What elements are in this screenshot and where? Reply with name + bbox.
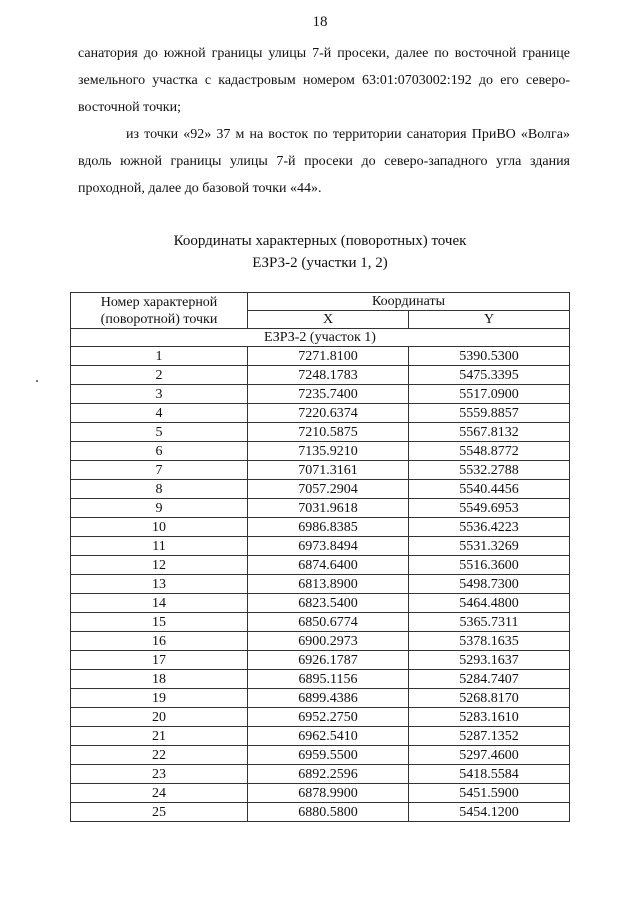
y-coordinate-cell: 5365.7311 xyxy=(409,613,570,632)
point-number-cell: 7 xyxy=(71,461,248,480)
y-coordinate-cell: 5516.3600 xyxy=(409,556,570,575)
x-coordinate-cell: 6823.5400 xyxy=(248,594,409,613)
header-coordinates: Координаты xyxy=(248,293,570,311)
x-coordinate-cell: 6926.1787 xyxy=(248,651,409,670)
point-number-cell: 19 xyxy=(71,689,248,708)
y-coordinate-cell: 5390.5300 xyxy=(409,347,570,366)
coordinates-table xyxy=(70,292,570,822)
caption-line-1: Координаты характерных (поворотных) точек xyxy=(173,233,467,249)
y-coordinate-cell: 5567.8132 xyxy=(409,423,570,442)
caption-line-2: ЕЗРЗ-2 (участки 1, 2) xyxy=(252,255,388,271)
point-number-cell: 1 xyxy=(71,347,248,366)
y-coordinate-cell: 5549.6953 xyxy=(409,499,570,518)
header-num-line-1: Номер характерной xyxy=(100,294,218,310)
point-number-cell: 4 xyxy=(71,404,248,423)
x-coordinate-cell: 7135.9210 xyxy=(248,442,409,461)
table-caption xyxy=(0,230,640,274)
y-coordinate-cell: 5464.4800 xyxy=(409,594,570,613)
x-coordinate-cell: 6874.6400 xyxy=(248,556,409,575)
y-coordinate-cell: 5454.1200 xyxy=(409,803,570,822)
y-coordinate-cell: 5498.7300 xyxy=(409,575,570,594)
point-number-cell: 2 xyxy=(71,366,248,385)
table-row xyxy=(71,575,570,594)
table-row xyxy=(71,746,570,765)
x-coordinate-cell: 6986.8385 xyxy=(248,518,409,537)
header-num-line-2: (поворотной) точки xyxy=(100,311,218,327)
table-row xyxy=(71,613,570,632)
table-row xyxy=(71,366,570,385)
section-label: ЕЗРЗ-2 (участок 1) xyxy=(71,329,570,347)
table-row xyxy=(71,670,570,689)
x-coordinate-cell: 7057.2904 xyxy=(248,480,409,499)
point-number-cell: 23 xyxy=(71,765,248,784)
point-number-cell: 20 xyxy=(71,708,248,727)
x-coordinate-cell: 7071.3161 xyxy=(248,461,409,480)
x-coordinate-cell: 6892.2596 xyxy=(248,765,409,784)
x-coordinate-cell: 7248.1783 xyxy=(248,366,409,385)
table-row xyxy=(71,784,570,803)
point-number-cell: 8 xyxy=(71,480,248,499)
y-coordinate-cell: 5532.2788 xyxy=(409,461,570,480)
stray-mark xyxy=(36,380,38,382)
y-coordinate-cell: 5284.7407 xyxy=(409,670,570,689)
point-number-cell: 14 xyxy=(71,594,248,613)
header-x: X xyxy=(248,311,409,329)
x-coordinate-cell: 7210.5875 xyxy=(248,423,409,442)
point-number-cell: 5 xyxy=(71,423,248,442)
y-coordinate-cell: 5531.3269 xyxy=(409,537,570,556)
x-coordinate-cell: 6880.5800 xyxy=(248,803,409,822)
x-coordinate-cell: 7220.6374 xyxy=(248,404,409,423)
x-coordinate-cell: 6959.5500 xyxy=(248,746,409,765)
point-number-cell: 6 xyxy=(71,442,248,461)
y-coordinate-cell: 5517.0900 xyxy=(409,385,570,404)
point-number-cell: 18 xyxy=(71,670,248,689)
x-coordinate-cell: 6962.5410 xyxy=(248,727,409,746)
table-row xyxy=(71,442,570,461)
table-row xyxy=(71,727,570,746)
point-number-cell: 15 xyxy=(71,613,248,632)
paragraph-2: из точки «92» 37 м на восток по территории санатория ПриВО «Волга» вдоль южной границы улицы 7-й просеки до северо-западного угла здания проходной, далее до базовой точки «44». xyxy=(78,127,570,196)
y-coordinate-cell: 5378.1635 xyxy=(409,632,570,651)
paragraph-1: санатория до южной границы улицы 7-й просеки, далее по восточной границе земельного участка с кадастровым номером 63:01:0703002:192 до его северо-восточной точки; xyxy=(78,46,570,115)
y-coordinate-cell: 5559.8857 xyxy=(409,404,570,423)
x-coordinate-cell: 6899.4386 xyxy=(248,689,409,708)
table-row xyxy=(71,689,570,708)
point-number-cell: 13 xyxy=(71,575,248,594)
point-number-cell: 22 xyxy=(71,746,248,765)
x-coordinate-cell: 6895.1156 xyxy=(248,670,409,689)
table-row xyxy=(71,765,570,784)
table-row xyxy=(71,556,570,575)
y-coordinate-cell: 5283.1610 xyxy=(409,708,570,727)
y-coordinate-cell: 5297.4600 xyxy=(409,746,570,765)
page-number: 18 xyxy=(312,14,328,30)
point-number-cell: 16 xyxy=(71,632,248,651)
point-number-cell: 10 xyxy=(71,518,248,537)
y-coordinate-cell: 5540.4456 xyxy=(409,480,570,499)
table-row xyxy=(71,537,570,556)
x-coordinate-cell: 6952.2750 xyxy=(248,708,409,727)
y-coordinate-cell: 5451.5900 xyxy=(409,784,570,803)
x-coordinate-cell: 6813.8900 xyxy=(248,575,409,594)
y-coordinate-cell: 5293.1637 xyxy=(409,651,570,670)
y-coordinate-cell: 5287.1352 xyxy=(409,727,570,746)
point-number-cell: 17 xyxy=(71,651,248,670)
table-row xyxy=(71,461,570,480)
table-row xyxy=(71,385,570,404)
table-row xyxy=(71,651,570,670)
x-coordinate-cell: 6878.9900 xyxy=(248,784,409,803)
table-row xyxy=(71,518,570,537)
table-row xyxy=(71,803,570,822)
table-row xyxy=(71,594,570,613)
point-number-cell: 11 xyxy=(71,537,248,556)
header-point-number xyxy=(71,293,248,329)
table-row xyxy=(71,347,570,366)
table-row xyxy=(71,708,570,727)
x-coordinate-cell: 7235.7400 xyxy=(248,385,409,404)
point-number-cell: 12 xyxy=(71,556,248,575)
y-coordinate-cell: 5536.4223 xyxy=(409,518,570,537)
table-row xyxy=(71,499,570,518)
x-coordinate-cell: 6973.8494 xyxy=(248,537,409,556)
y-coordinate-cell: 5548.8772 xyxy=(409,442,570,461)
point-number-cell: 21 xyxy=(71,727,248,746)
x-coordinate-cell: 6900.2973 xyxy=(248,632,409,651)
table-row xyxy=(71,404,570,423)
x-coordinate-cell: 7031.9618 xyxy=(248,499,409,518)
point-number-cell: 3 xyxy=(71,385,248,404)
table-row xyxy=(71,423,570,442)
x-coordinate-cell: 7271.8100 xyxy=(248,347,409,366)
x-coordinate-cell: 6850.6774 xyxy=(248,613,409,632)
point-number-cell: 24 xyxy=(71,784,248,803)
header-y: Y xyxy=(409,311,570,329)
y-coordinate-cell: 5268.8170 xyxy=(409,689,570,708)
point-number-cell: 25 xyxy=(71,803,248,822)
table-row xyxy=(71,480,570,499)
y-coordinate-cell: 5475.3395 xyxy=(409,366,570,385)
table-row xyxy=(71,632,570,651)
point-number-cell: 9 xyxy=(71,499,248,518)
y-coordinate-cell: 5418.5584 xyxy=(409,765,570,784)
